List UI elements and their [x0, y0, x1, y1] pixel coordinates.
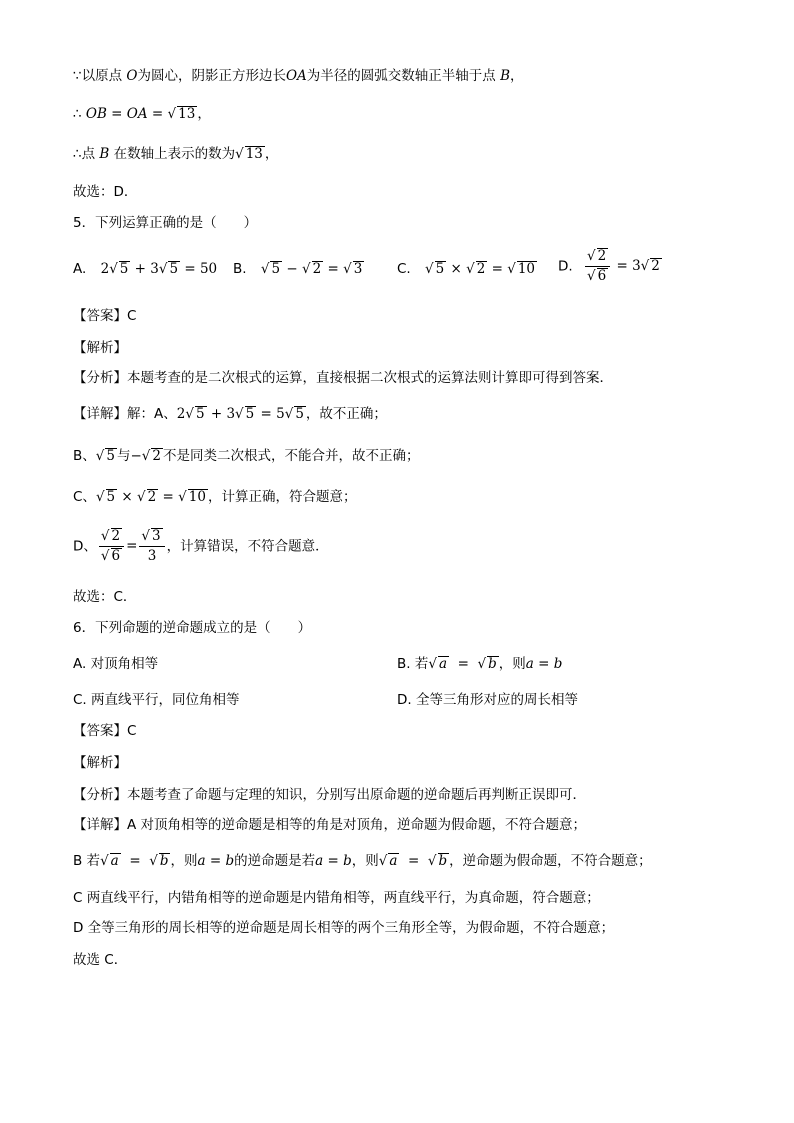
q5-detail-c: [73, 487, 356, 507]
question-6-stem: 6．下列命题的逆命题成立的是（ ）: [73, 620, 312, 636]
text: ，: [197, 106, 211, 122]
text: B、: [73, 448, 96, 464]
text: ，逆命题为假命题，不符合题意；: [449, 853, 652, 869]
q6-detail-b: [73, 851, 652, 871]
option-label: B.: [233, 261, 247, 277]
text: 为半径的圆弧交数轴正半轴于点: [306, 68, 501, 84]
text: ∴点: [73, 146, 100, 162]
text: ，则: [170, 853, 198, 869]
option-label: A.: [73, 261, 87, 277]
math-expr: √ 5: [95, 448, 115, 464]
solution-line-1: [73, 66, 524, 86]
q6-option-b: [397, 654, 562, 674]
radicand: 13: [178, 106, 196, 122]
math-expr: 2√ 5 + 3√ 5 = 5√ 5: [176, 406, 304, 422]
text: B. 若: [397, 656, 429, 672]
text: 为圆心，阴影正方形边长: [137, 68, 286, 84]
q5-conclusion: 故选：C．: [73, 589, 137, 605]
math-expr: $\frac{√ 2}{√ 6}$ = $\frac{√ 3}{3}$: [97, 538, 167, 554]
text: C、: [73, 489, 96, 505]
q5-analysis: 【分析】本题考查的是二次根式的运算，直接根据二次根式的运算法则计算即可得到答案．: [73, 370, 613, 386]
q5-detail-b: [73, 446, 419, 466]
math-var: B: [99, 146, 110, 162]
math-expr: a = b: [525, 656, 563, 672]
math-var: O: [126, 68, 138, 84]
text: ，则: [351, 853, 379, 869]
radical-sign: √: [167, 106, 177, 122]
q5-option-a: [73, 259, 217, 279]
math-expr: √ 5 × √ 2 = √ 10: [95, 489, 206, 505]
math-expr: −√ 2: [130, 448, 161, 464]
text: ∴: [73, 106, 86, 122]
text: D、: [73, 538, 97, 555]
text: ，计算错误，不符合题意．: [166, 538, 329, 555]
math-var: OA: [285, 68, 307, 84]
math-expr: a = b: [315, 853, 352, 869]
math-op: =: [106, 106, 127, 122]
math-var: B: [500, 68, 511, 84]
q6-option-c: C. 两直线平行，同位角相等: [73, 692, 240, 708]
text: 与: [116, 448, 131, 464]
option-math: 2√ 5 + 3√ 5 = 50: [100, 261, 218, 277]
q6-answer: 【答案】C: [73, 723, 137, 739]
option-math: √ 5 × √ 2 = √ 10: [425, 261, 536, 277]
q6-conclusion: 故选 C．: [73, 952, 128, 968]
text: ，: [264, 146, 279, 162]
option-math: $\frac{√ 2}{√ 6}$ = 3√ 2: [586, 248, 660, 284]
solution-line-2: [73, 104, 211, 124]
option-label: D.: [558, 258, 573, 275]
text: ，则: [498, 656, 526, 672]
q5-option-c: [397, 259, 537, 279]
math-expr: √ a = √ b: [378, 853, 448, 869]
q5-option-d: [558, 248, 662, 285]
q6-analysis: 【分析】本题考查了命题与定理的知识，分别写出原命题的逆命题后再判断正误即可．: [73, 787, 586, 803]
q6-analysis-heading: 【解析】: [73, 755, 127, 771]
math-expr: a = b: [197, 853, 235, 869]
solution-line-3: [73, 144, 278, 164]
text: 【详解】解：A、: [73, 406, 177, 422]
q6-option-d: D. 全等三角形对应的周长相等: [397, 692, 578, 708]
radicand: 13: [245, 146, 263, 162]
option-label: C.: [397, 261, 411, 277]
solution-conclusion: 故选：D．: [73, 184, 138, 200]
radical-sign: √: [235, 146, 244, 162]
text: ，计算正确，符合题意；: [207, 489, 357, 505]
text: ∵以原点: [73, 68, 127, 84]
q6-detail-c: C 两直线平行，内错角相等的逆命题是内错角相等，两直线平行，为真命题，符合题意；: [73, 890, 600, 906]
text: 不是同类二次根式，不能合并，故不正确；: [162, 448, 420, 464]
q6-detail-d: D 全等三角形的周长相等的逆命题是周长相等的两个三角形全等，为假命题，不符合题意；: [73, 920, 615, 936]
q5-option-b: [233, 259, 364, 279]
text: ，: [510, 68, 524, 84]
text: 在数轴上表示的数为: [109, 146, 236, 162]
math-op: =: [147, 106, 168, 122]
math-expr: √ a = √ b: [100, 853, 169, 869]
q5-answer: 【答案】C: [73, 308, 137, 324]
math-var: OB: [85, 106, 107, 122]
question-5-stem: 5．下列运算正确的是（ ）: [73, 215, 258, 231]
option-math: √ 5 − √ 2 = √ 3: [260, 261, 363, 277]
q6-detail-a: 【详解】A 对顶角相等的逆命题是相等的角是对顶角，逆命题为假命题，不符合题意；: [73, 817, 587, 833]
text: B 若: [73, 853, 101, 869]
text: ，故不正确；: [305, 406, 387, 422]
q6-option-a: A. 对顶角相等: [73, 656, 159, 672]
q5-detail-a: [73, 404, 387, 424]
text: 的逆命题是若: [234, 853, 316, 869]
q5-analysis-heading: 【解析】: [73, 340, 127, 356]
math-var: OA: [126, 106, 148, 122]
math-expr: √ a = √ b: [428, 656, 497, 672]
q5-detail-d: [73, 528, 329, 565]
